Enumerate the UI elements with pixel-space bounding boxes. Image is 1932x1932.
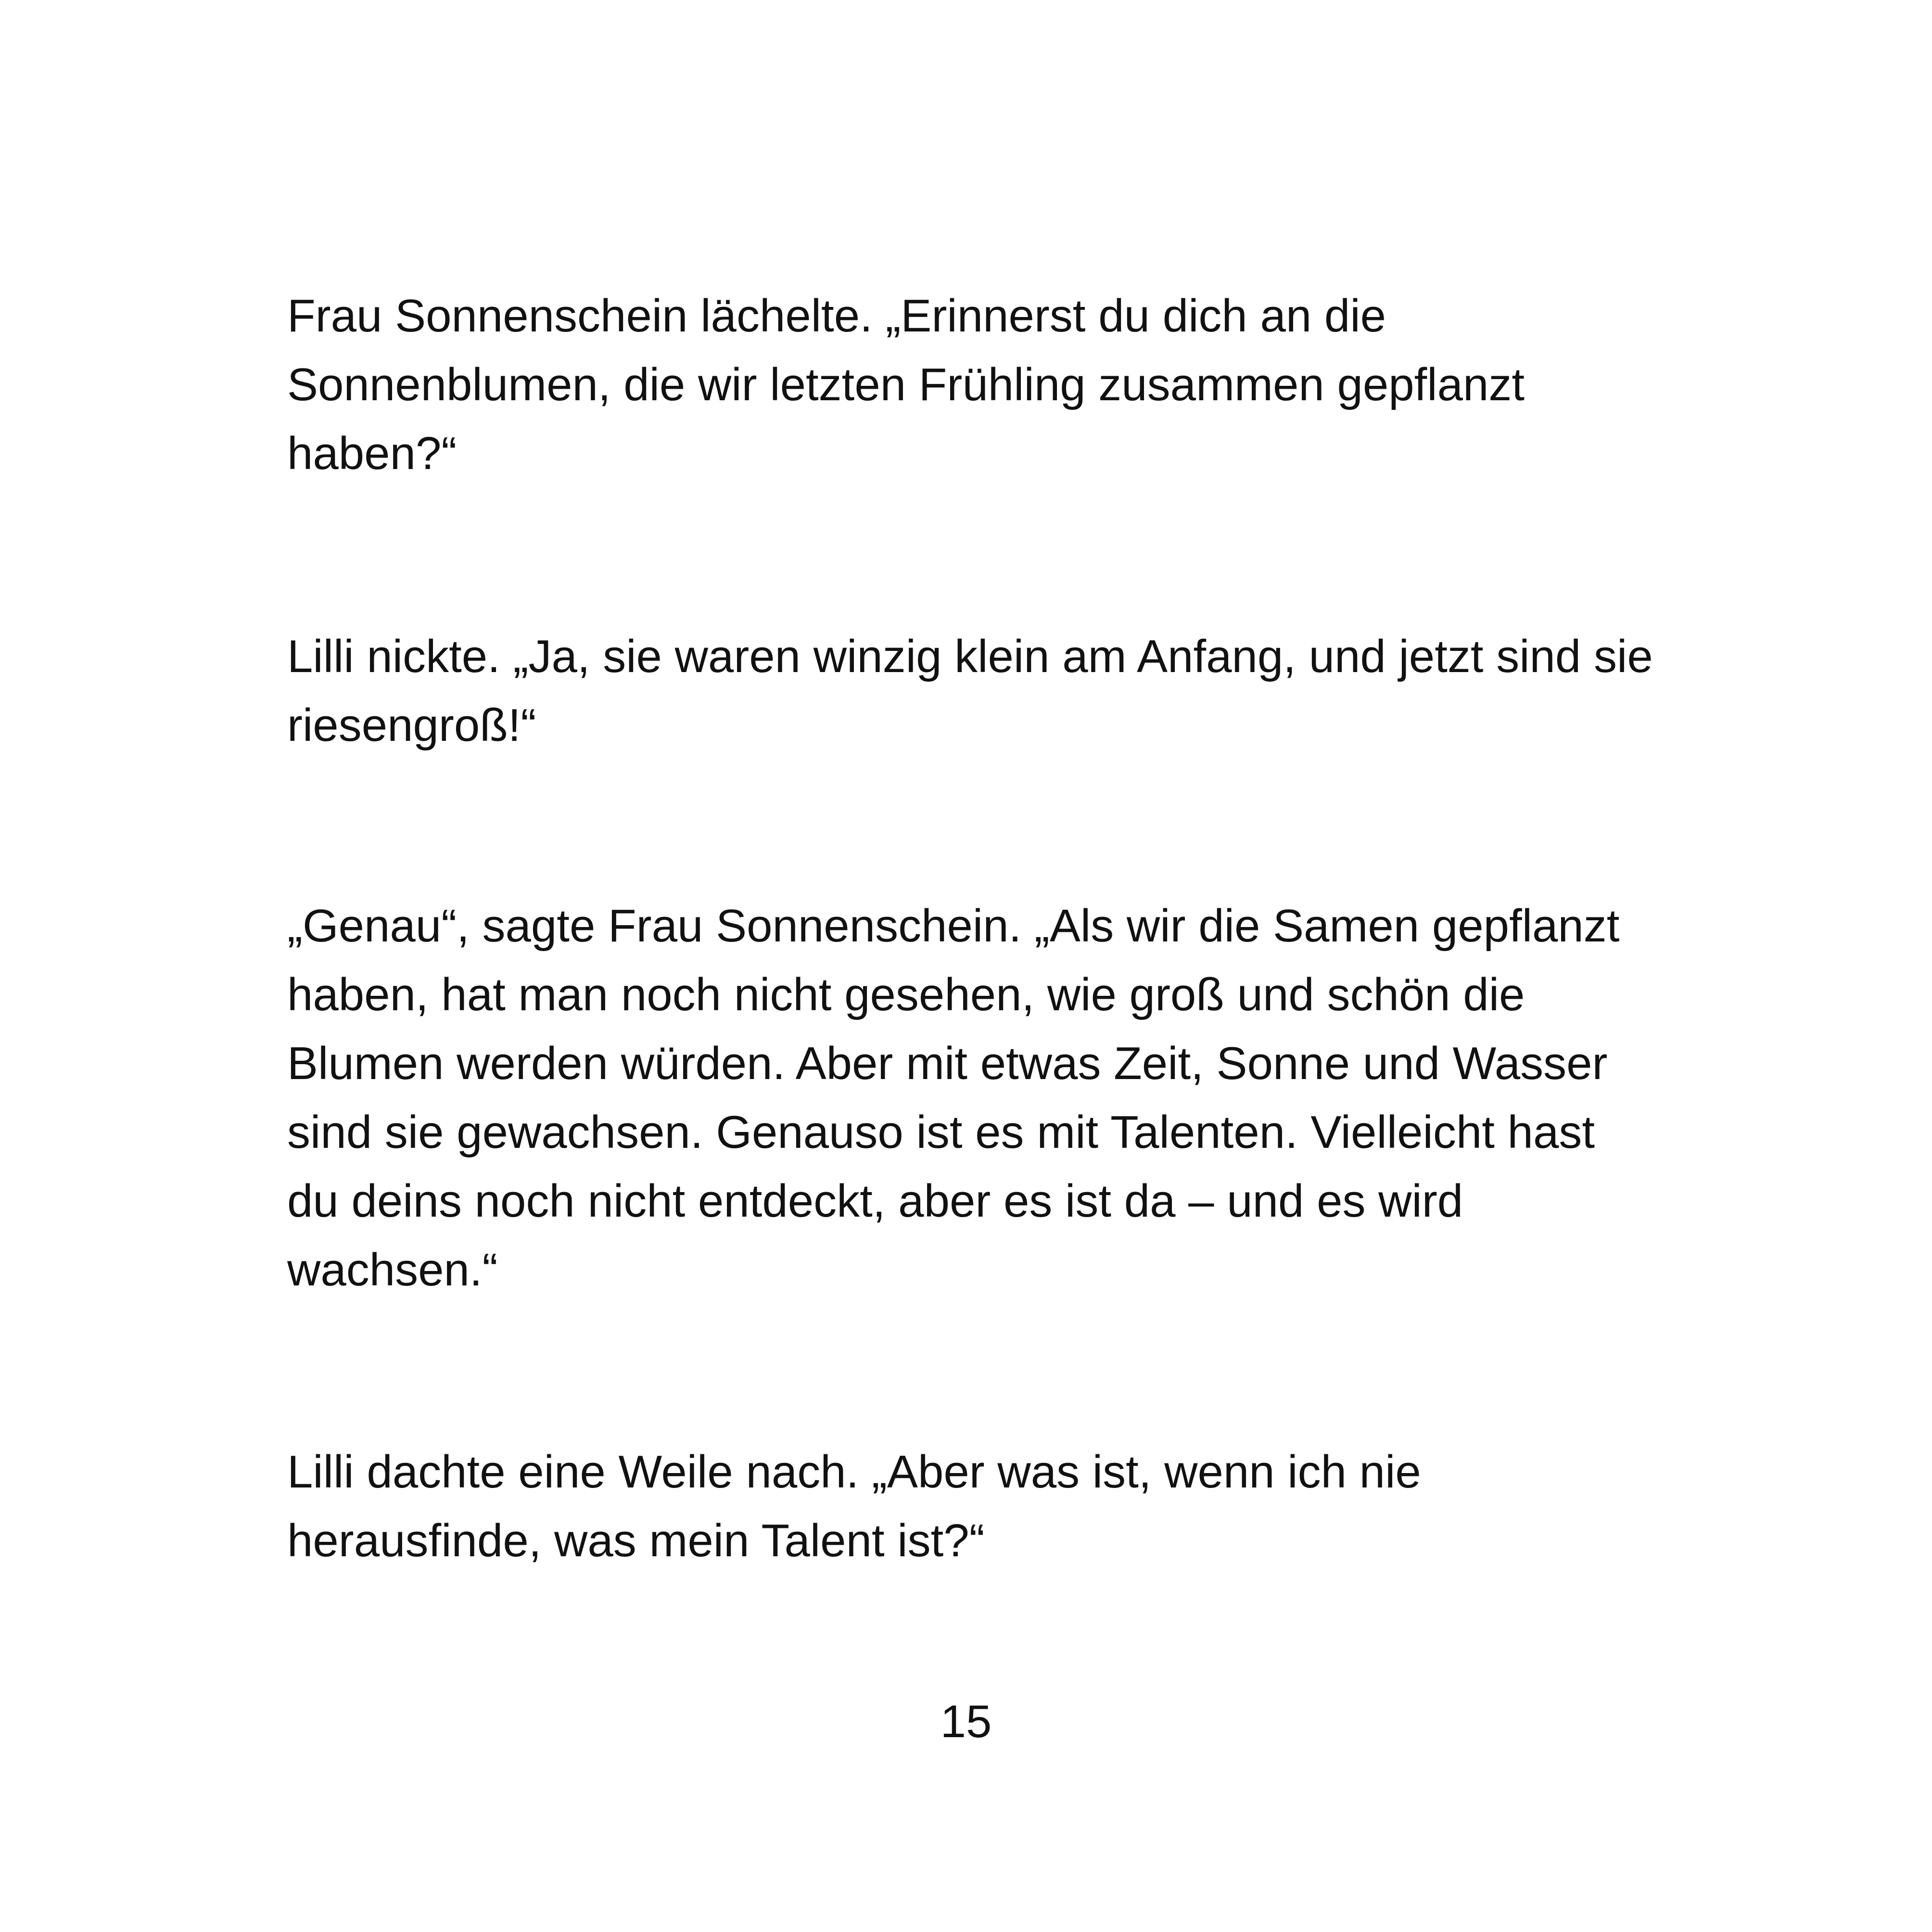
paragraph-4: [287, 1437, 1682, 1575]
page-number: 15: [940, 1696, 992, 1747]
paragraph-line: haben?“: [287, 428, 457, 479]
paragraph-line: herausfinde, was mein Talent ist?“: [287, 1515, 985, 1566]
paragraph-line: du deins noch nicht entdeckt, aber es ist da – und es wird: [287, 1175, 1463, 1227]
paragraph-line: Frau Sonnenschein lächelte. „Erinnerst du dich an die: [287, 290, 1386, 342]
paragraph-line: riesengroß!“: [287, 699, 536, 751]
paragraph-3: [287, 891, 1682, 1304]
paragraph-line: wachsen.“: [287, 1244, 498, 1296]
paragraph-1: [287, 281, 1682, 488]
paragraph-line: haben, hat man noch nicht gesehen, wie groß und schön die: [287, 969, 1525, 1020]
paragraph-2: [287, 622, 1682, 760]
paragraph-line: Lilli dachte eine Weile nach. „Aber was ist, wenn ich nie: [287, 1446, 1421, 1498]
paragraph-line: sind sie gewachsen. Genauso ist es mit Talenten. Vielleicht hast: [287, 1106, 1595, 1158]
paragraph-line: „Genau“, sagte Frau Sonnenschein. „Als wir die Samen gepflanzt: [287, 900, 1620, 952]
paragraph-line: Sonnenblumen, die wir letzten Frühling zusammen gepflanzt: [287, 359, 1525, 410]
paragraph-line: Lilli nickte. „Ja, sie waren winzig klein am Anfang, und jetzt sind sie: [287, 631, 1653, 682]
paragraph-line: Blumen werden würden. Aber mit etwas Zeit, Sonne und Wasser: [287, 1038, 1608, 1089]
